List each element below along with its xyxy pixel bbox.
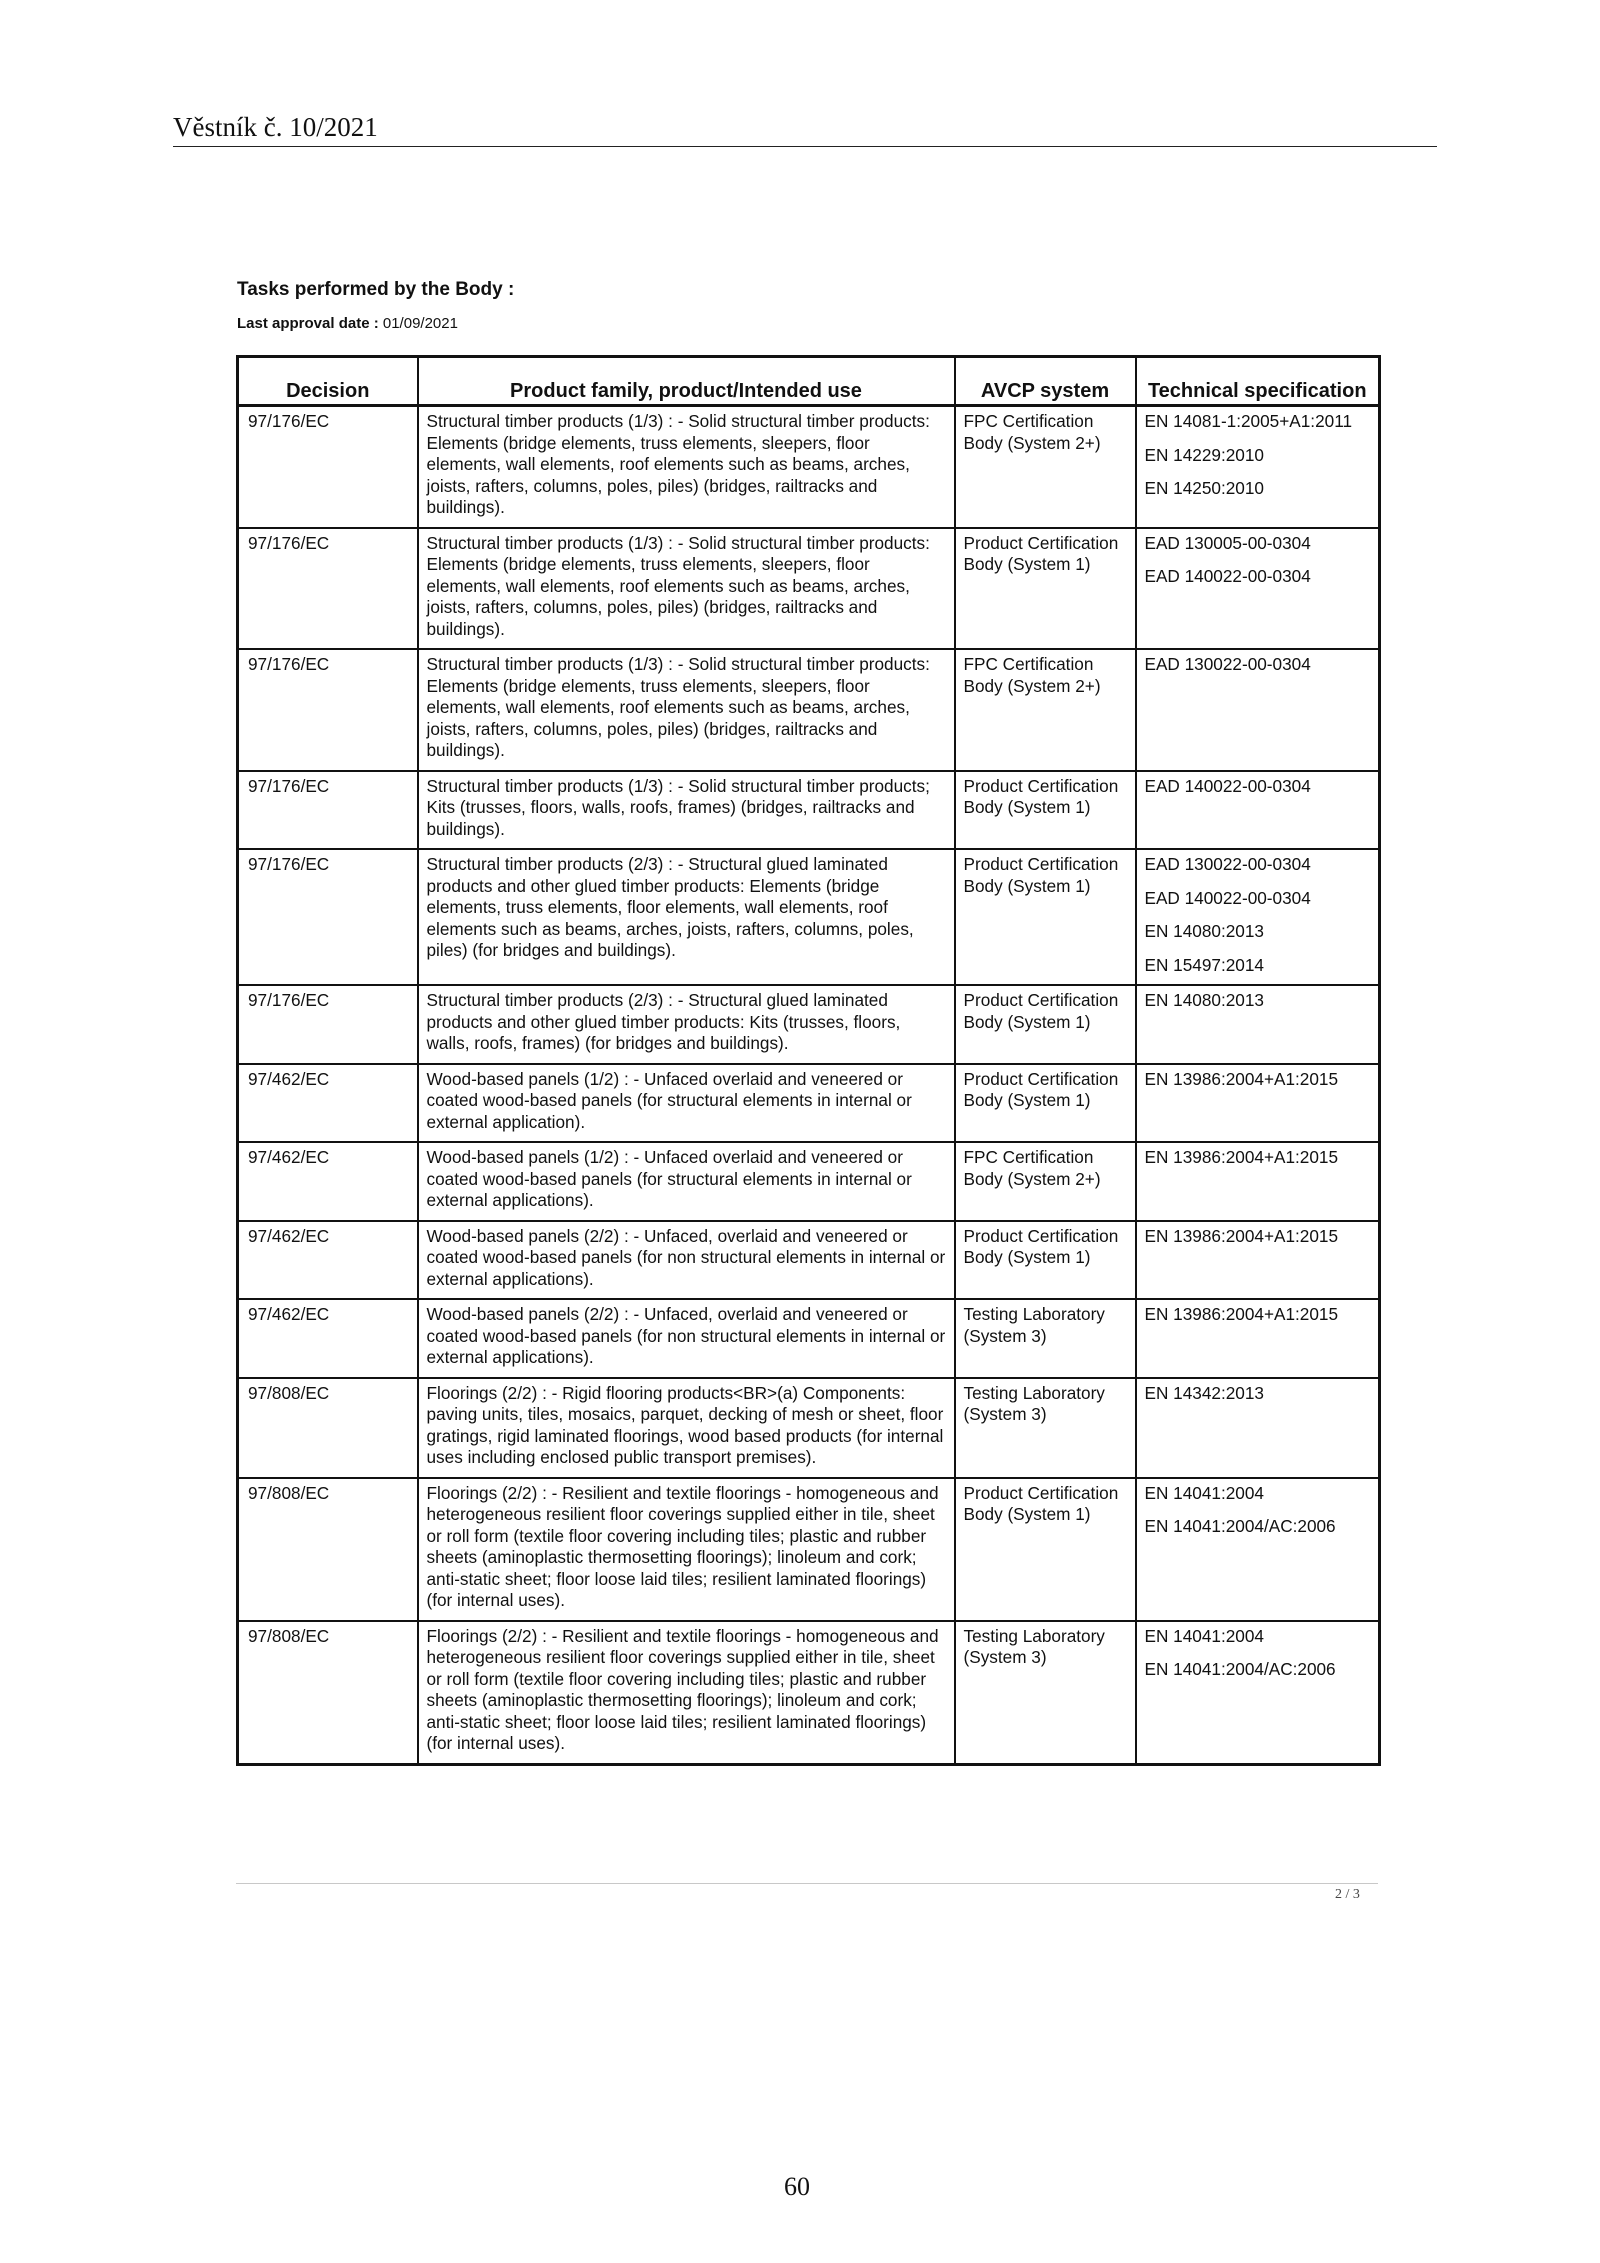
table-row — [238, 1299, 1380, 1378]
avcp-cell: Product Certification Body (System 1) — [955, 849, 1136, 985]
specification-cell — [1136, 649, 1380, 771]
product-cell: Structural timber products (1/3) : - Solid structural timber products: Elements (bridge elements, truss elements, sleepers, floor elements, wall elements, roof elements such as beams, arches, joists, rafters, columns, poles, piles) (bridges, railtracks and buildings). — [418, 649, 955, 771]
specification-item: EN 14342:2013 — [1144, 1382, 1264, 1403]
avcp-cell: Testing Laboratory (System 3) — [955, 1299, 1136, 1378]
specification-item: EN 14081-1:2005+A1:2011 — [1144, 411, 1353, 431]
table-row — [238, 1064, 1380, 1143]
specification-item: EN 14229:2010 — [1144, 444, 1264, 465]
footer-divider — [236, 1883, 1378, 1884]
product-cell: Wood-based panels (1/2) : - Unfaced overlaid and veneered or coated wood-based panels (for structural elements in internal or external applications). — [418, 1142, 955, 1221]
table-row — [238, 528, 1380, 650]
avcp-cell: FPC Certification Body (System 2+) — [955, 406, 1136, 528]
specification-item: EAD 140022-00-0304 — [1144, 566, 1311, 586]
specification-cell — [1136, 1378, 1380, 1478]
avcp-cell: FPC Certification Body (System 2+) — [955, 1142, 1136, 1221]
product-cell: Floorings (2/2) : - Rigid flooring products<BR>(a) Components: paving units, tiles, mosaics, parquet, decking of mesh or sheet, floor gratings, rigid laminated floorings, wood based products (for internal uses including enclosed public transport premises). — [418, 1378, 955, 1478]
specification-item: EN 14250:2010 — [1144, 478, 1264, 498]
decision-cell: 97/176/EC — [238, 406, 418, 528]
tasks-table — [236, 355, 1381, 1766]
product-cell: Structural timber products (1/3) : - Solid structural timber products: Elements (bridge elements, truss elements, sleepers, floor elements, wall elements, roof elements such as beams, arches, joists, rafters, columns, poles, piles) (bridges, railtracks and buildings). — [418, 528, 955, 650]
decision-cell: 97/176/EC — [238, 528, 418, 650]
column-header-product: Product family, product/Intended use — [418, 357, 955, 406]
product-cell: Floorings (2/2) : - Resilient and textile floorings - homogeneous and heterogeneous resilient floor coverings supplied either in tile, sheet or roll form (textile floor covering including tiles; plastic and rubber sheets (aminoplastic thermosetting floorings); linoleum and cork; anti-static sheet; floor loose laid tiles; resilient laminated floorings) (for internal uses). — [418, 1621, 955, 1765]
product-cell: Wood-based panels (2/2) : - Unfaced, overlaid and veneered or coated wood-based panels (for non structural elements in internal or external applications). — [418, 1299, 955, 1378]
specification-item: EN 15497:2014 — [1144, 954, 1264, 975]
page-number: 60 — [784, 2172, 810, 2201]
table-row — [238, 1478, 1380, 1621]
table-header-row — [238, 357, 1380, 406]
page-fraction: 2 / 3 — [1335, 1887, 1360, 1902]
decision-cell: 97/808/EC — [238, 1378, 418, 1478]
specification-cell — [1136, 1299, 1380, 1378]
decision-cell: 97/176/EC — [238, 985, 418, 1064]
specification-item: EAD 140022-00-0304 — [1144, 775, 1311, 796]
avcp-cell: Testing Laboratory (System 3) — [955, 1621, 1136, 1765]
specification-item: EN 14041:2004/AC:2006 — [1144, 1516, 1336, 1536]
section-title: Tasks performed by the Body : — [237, 279, 515, 300]
product-cell: Floorings (2/2) : - Resilient and textile floorings - homogeneous and heterogeneous resilient floor coverings supplied either in tile, sheet or roll form (textile floor covering including tiles; plastic and rubber sheets (aminoplastic thermosetting floorings); linoleum and cork; anti-static sheet; floor loose laid tiles; resilient laminated floorings) (for internal uses). — [418, 1478, 955, 1621]
product-cell: Structural timber products (2/3) : - Structural glued laminated products and other glued timber products: Kits (trusses, floors, walls, roofs, frames) (for bridges and buildings). — [418, 985, 955, 1064]
specification-item: EN 14041:2004 — [1144, 1482, 1264, 1503]
specification-item: EN 13986:2004+A1:2015 — [1144, 1304, 1339, 1324]
avcp-cell: FPC Certification Body (System 2+) — [955, 649, 1136, 771]
specification-cell — [1136, 1142, 1380, 1221]
header-divider — [173, 146, 1437, 147]
column-header-decision: Decision — [238, 357, 418, 406]
decision-cell: 97/176/EC — [238, 849, 418, 985]
specification-cell — [1136, 771, 1380, 850]
specification-item: EN 13986:2004+A1:2015 — [1144, 1147, 1339, 1167]
table-row — [238, 771, 1380, 850]
decision-cell: 97/462/EC — [238, 1299, 418, 1378]
table-row — [238, 1378, 1380, 1478]
table-row — [238, 1142, 1380, 1221]
decision-cell: 97/176/EC — [238, 649, 418, 771]
specification-item: EN 14080:2013 — [1144, 990, 1264, 1010]
specification-cell — [1136, 849, 1380, 985]
product-cell: Structural timber products (1/3) : - Solid structural timber products; Kits (trusses, floors, walls, roofs, frames) (bridges, railtracks and buildings). — [418, 771, 955, 850]
avcp-cell: Product Certification Body (System 1) — [955, 771, 1136, 850]
avcp-cell: Product Certification Body (System 1) — [955, 1221, 1136, 1300]
decision-cell: 97/462/EC — [238, 1221, 418, 1300]
specification-cell — [1136, 528, 1380, 650]
table-row — [238, 849, 1380, 985]
approval-date-value: 01/09/2021 — [382, 315, 458, 332]
specification-cell — [1136, 985, 1380, 1064]
specification-cell — [1136, 406, 1380, 528]
column-header-avcp: AVCP system — [955, 357, 1136, 406]
gazette-title: Věstník č. 10/2021 — [173, 112, 378, 142]
specification-item: EN 13986:2004+A1:2015 — [1144, 1225, 1339, 1246]
specification-cell — [1136, 1064, 1380, 1143]
decision-cell: 97/176/EC — [238, 771, 418, 850]
product-cell: Structural timber products (2/3) : - Structural glued laminated products and other glued timber products: Elements (bridge elements, truss elements, floor elements, wall elements, roof elements such as beams, arches, joists, rafters, columns, poles, piles) (for bridges and buildings). — [418, 849, 955, 985]
specification-item: EAD 140022-00-0304 — [1144, 887, 1311, 908]
avcp-cell: Product Certification Body (System 1) — [955, 528, 1136, 650]
column-header-specification: Technical specification — [1136, 357, 1380, 406]
specification-cell — [1136, 1621, 1380, 1765]
specification-item: EN 14041:2004 — [1144, 1625, 1264, 1646]
avcp-cell: Product Certification Body (System 1) — [955, 985, 1136, 1064]
specification-item: EN 14080:2013 — [1144, 921, 1264, 941]
product-cell: Wood-based panels (1/2) : - Unfaced overlaid and veneered or coated wood-based panels (for structural elements in internal or external application). — [418, 1064, 955, 1143]
specification-cell — [1136, 1478, 1380, 1621]
avcp-cell: Testing Laboratory (System 3) — [955, 1378, 1136, 1478]
specification-item: EAD 130022-00-0304 — [1144, 854, 1311, 874]
table-row — [238, 1221, 1380, 1300]
decision-cell: 97/808/EC — [238, 1478, 418, 1621]
specification-item: EAD 130022-00-0304 — [1144, 654, 1311, 674]
decision-cell: 97/462/EC — [238, 1064, 418, 1143]
table-row — [238, 985, 1380, 1064]
decision-cell: 97/808/EC — [238, 1621, 418, 1765]
approval-date-line — [237, 315, 458, 332]
table-body — [238, 406, 1380, 1765]
product-cell: Wood-based panels (2/2) : - Unfaced, overlaid and veneered or coated wood-based panels (for non structural elements in internal or external applications). — [418, 1221, 955, 1300]
table-row — [238, 406, 1380, 528]
specification-item: EAD 130005-00-0304 — [1144, 532, 1311, 553]
table-row — [238, 649, 1380, 771]
table-row — [238, 1621, 1380, 1765]
avcp-cell: Product Certification Body (System 1) — [955, 1064, 1136, 1143]
product-cell: Structural timber products (1/3) : - Solid structural timber products: Elements (bridge elements, truss elements, sleepers, floor elements, wall elements, roof elements such as beams, arches, joists, rafters, columns, poles, piles) (bridges, railtracks and buildings). — [418, 406, 955, 528]
specification-cell — [1136, 1221, 1380, 1300]
approval-date-label: Last approval date : — [237, 315, 379, 332]
specification-item: EN 14041:2004/AC:2006 — [1144, 1659, 1336, 1679]
decision-cell: 97/462/EC — [238, 1142, 418, 1221]
avcp-cell: Product Certification Body (System 1) — [955, 1478, 1136, 1621]
specification-item: EN 13986:2004+A1:2015 — [1144, 1068, 1339, 1089]
